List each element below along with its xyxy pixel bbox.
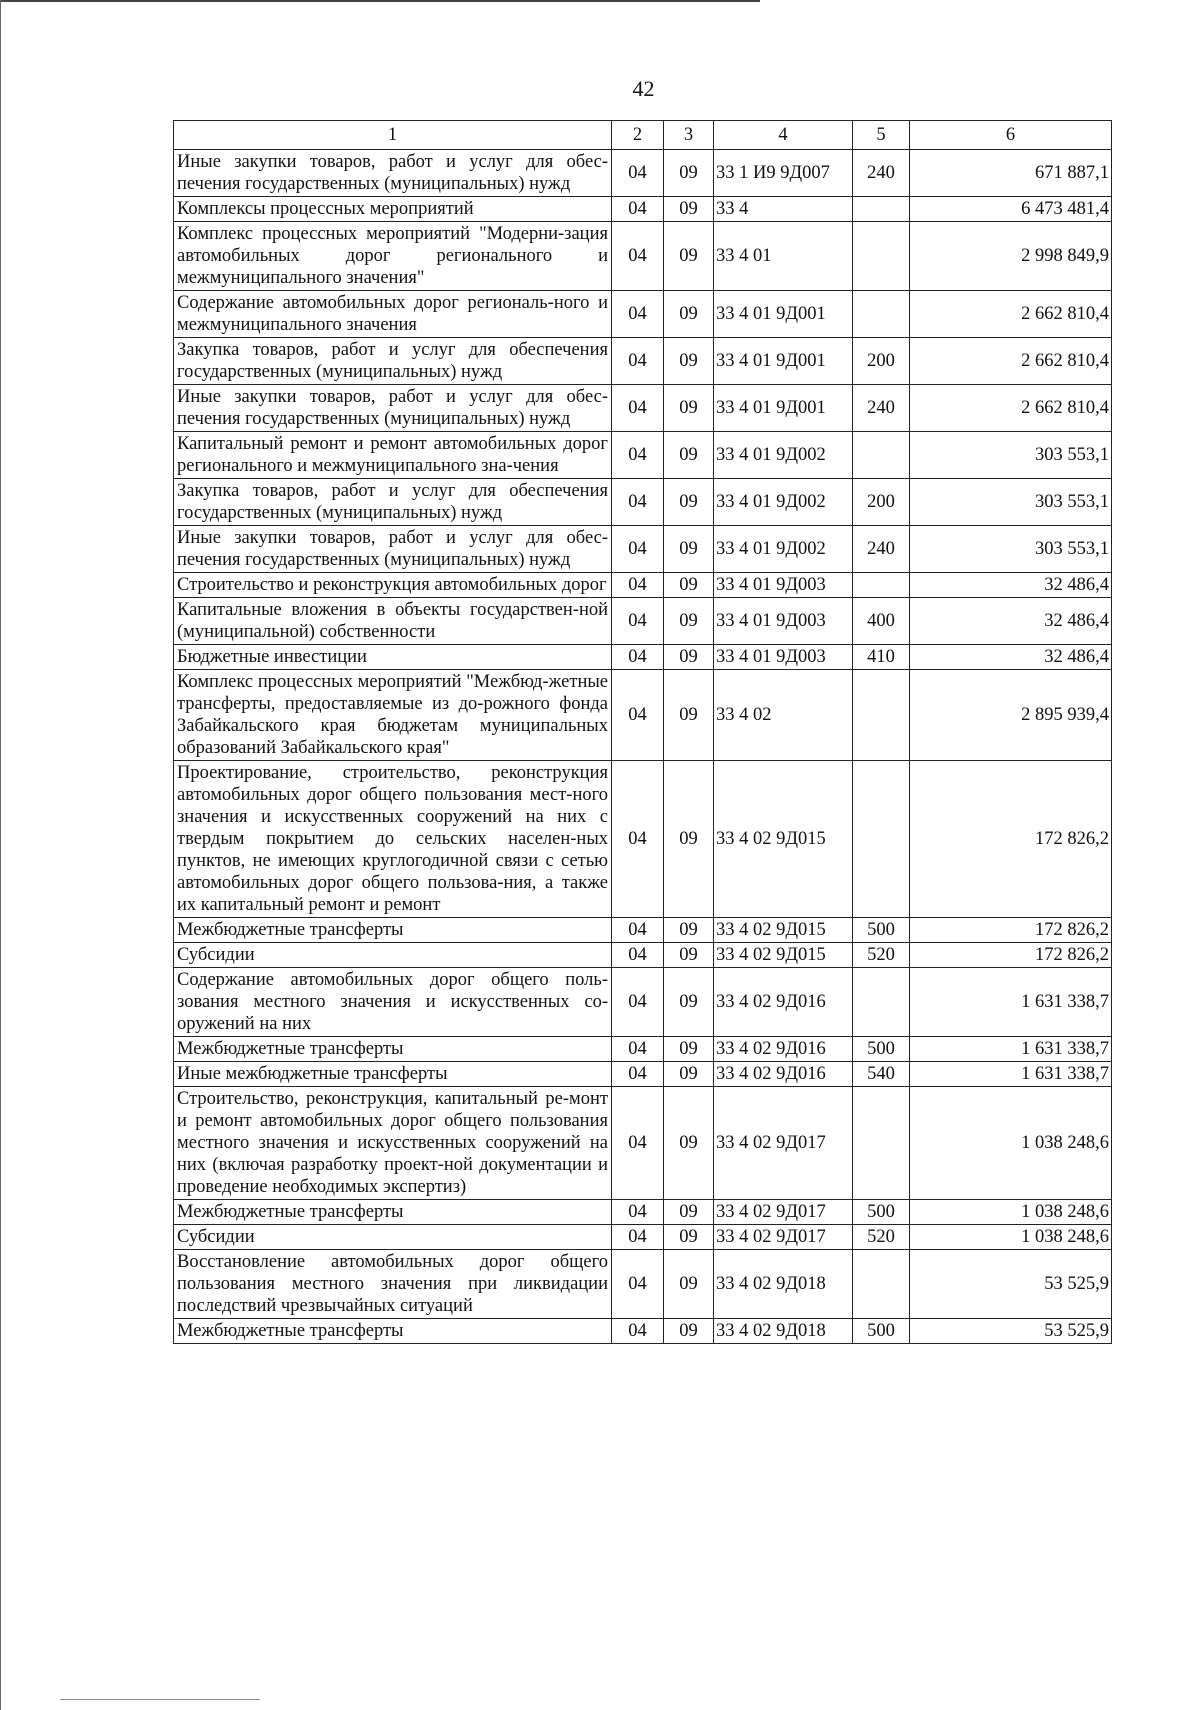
table-header (174, 121, 1112, 150)
item-name-cell: Комплексы процессных мероприятий (174, 197, 612, 222)
expense-type-cell: 400 (853, 598, 910, 645)
amount-cell: 2 895 939,4 (910, 670, 1112, 761)
table-row (174, 918, 1112, 943)
expense-type-cell: 240 (853, 526, 910, 573)
item-name-cell: Содержание автомобильных дорог общего поль-зования местного значения и искусственных со-оружений на них (174, 968, 612, 1037)
header-row (174, 121, 1112, 150)
header-cell: 5 (853, 121, 910, 150)
header-cell: 6 (910, 121, 1112, 150)
scan-edge-top (0, 0, 760, 2)
expense-type-cell (853, 1087, 910, 1200)
item-name-cell: Строительство и реконструкция автомобильных дорог (174, 573, 612, 598)
subsection-cell: 09 (664, 1250, 714, 1319)
table-row (174, 338, 1112, 385)
target-article-cell: 33 4 01 9Д002 (714, 479, 853, 526)
section-cell: 04 (612, 1200, 664, 1225)
header-cell: 3 (664, 121, 714, 150)
section-cell: 04 (612, 1037, 664, 1062)
item-name-cell: Комплекс процессных мероприятий "Межбюд-жетные трансферты, предоставляемые из до-рожного фонда Забайкальского края бюджетам муниципальных образований Забайкальского края" (174, 670, 612, 761)
expense-type-cell (853, 291, 910, 338)
target-article-cell: 33 4 02 (714, 670, 853, 761)
subsection-cell: 09 (664, 761, 714, 918)
amount-cell: 172 826,2 (910, 918, 1112, 943)
table-row (174, 1319, 1112, 1344)
expense-type-cell: 540 (853, 1062, 910, 1087)
table-row (174, 1087, 1112, 1200)
target-article-cell: 33 4 01 9Д001 (714, 338, 853, 385)
section-cell: 04 (612, 1062, 664, 1087)
section-cell: 04 (612, 1319, 664, 1344)
target-article-cell: 33 1 И9 9Д007 (714, 150, 853, 197)
subsection-cell: 09 (664, 479, 714, 526)
table-row (174, 150, 1112, 197)
section-cell: 04 (612, 918, 664, 943)
table-row (174, 432, 1112, 479)
item-name-cell: Субсидии (174, 1225, 612, 1250)
item-name-cell: Субсидии (174, 943, 612, 968)
amount-cell: 1 631 338,7 (910, 968, 1112, 1037)
item-name-cell: Проектирование, строительство, реконструкция автомобильных дорог общего пользования мест-ного значения и искусственных сооружений на них с твердым покрытием до сельских населен-ных пунктов, не имеющих круглогодичной связи с сетью автомобильных дорог общего пользова-ния, а также их капитальный ремонт и ремонт (174, 761, 612, 918)
table-row (174, 968, 1112, 1037)
section-cell: 04 (612, 1225, 664, 1250)
section-cell: 04 (612, 598, 664, 645)
amount-cell: 172 826,2 (910, 943, 1112, 968)
amount-cell: 1 038 248,6 (910, 1200, 1112, 1225)
section-cell: 04 (612, 1250, 664, 1319)
subsection-cell: 09 (664, 385, 714, 432)
target-article-cell: 33 4 01 9Д002 (714, 526, 853, 573)
table-row (174, 291, 1112, 338)
target-article-cell: 33 4 01 9Д003 (714, 645, 853, 670)
amount-cell: 2 662 810,4 (910, 385, 1112, 432)
subsection-cell: 09 (664, 573, 714, 598)
subsection-cell: 09 (664, 645, 714, 670)
item-name-cell: Иные закупки товаров, работ и услуг для обес-печения государственных (муниципальных) нужд (174, 150, 612, 197)
section-cell: 04 (612, 968, 664, 1037)
section-cell: 04 (612, 150, 664, 197)
amount-cell: 32 486,4 (910, 573, 1112, 598)
item-name-cell: Иные межбюджетные трансферты (174, 1062, 612, 1087)
section-cell: 04 (612, 479, 664, 526)
item-name-cell: Иные закупки товаров, работ и услуг для обес-печения государственных (муниципальных) нужд (174, 385, 612, 432)
item-name-cell: Восстановление автомобильных дорог общего пользования местного значения при ликвидации последствий чрезвычайных ситуаций (174, 1250, 612, 1319)
table-row (174, 598, 1112, 645)
table-row (174, 1037, 1112, 1062)
target-article-cell: 33 4 01 9Д002 (714, 432, 853, 479)
item-name-cell: Межбюджетные трансферты (174, 918, 612, 943)
subsection-cell: 09 (664, 1087, 714, 1200)
expense-type-cell: 500 (853, 1037, 910, 1062)
table-row (174, 222, 1112, 291)
section-cell: 04 (612, 573, 664, 598)
expense-type-cell: 520 (853, 1225, 910, 1250)
item-name-cell: Содержание автомобильных дорог региональ-ного и межмуниципального значения (174, 291, 612, 338)
section-cell: 04 (612, 197, 664, 222)
target-article-cell: 33 4 01 9Д001 (714, 385, 853, 432)
section-cell: 04 (612, 222, 664, 291)
target-article-cell: 33 4 02 9Д017 (714, 1200, 853, 1225)
item-name-cell: Строительство, реконструкция, капитальный ре-монт и ремонт автомобильных дорог общего пользования местного значения и искусственных сооружений на них (включая разработку проект-ной документации и проведение необходимых экспертиз) (174, 1087, 612, 1200)
target-article-cell: 33 4 01 (714, 222, 853, 291)
amount-cell: 1 631 338,7 (910, 1037, 1112, 1062)
budget-table (173, 120, 1112, 1344)
scan-edge-left (0, 0, 1, 1710)
section-cell: 04 (612, 432, 664, 479)
amount-cell: 303 553,1 (910, 432, 1112, 479)
header-cell: 1 (174, 121, 612, 150)
subsection-cell: 09 (664, 1200, 714, 1225)
subsection-cell: 09 (664, 291, 714, 338)
table-row (174, 761, 1112, 918)
target-article-cell: 33 4 02 9Д016 (714, 1037, 853, 1062)
table-row (174, 645, 1112, 670)
subsection-cell: 09 (664, 1062, 714, 1087)
table-row (174, 526, 1112, 573)
amount-cell: 53 525,9 (910, 1250, 1112, 1319)
item-name-cell: Комплекс процессных мероприятий "Модерни-зация автомобильных дорог регионального и межмуниципального значения" (174, 222, 612, 291)
expense-type-cell (853, 1250, 910, 1319)
expense-type-cell (853, 222, 910, 291)
target-article-cell: 33 4 02 9Д018 (714, 1319, 853, 1344)
amount-cell: 671 887,1 (910, 150, 1112, 197)
subsection-cell: 09 (664, 526, 714, 573)
expense-type-cell: 240 (853, 385, 910, 432)
amount-cell: 53 525,9 (910, 1319, 1112, 1344)
table-row (174, 1250, 1112, 1319)
expense-type-cell (853, 197, 910, 222)
item-name-cell: Иные закупки товаров, работ и услуг для обес-печения государственных (муниципальных) нужд (174, 526, 612, 573)
subsection-cell: 09 (664, 1319, 714, 1344)
table-row (174, 197, 1112, 222)
subsection-cell: 09 (664, 943, 714, 968)
amount-cell: 172 826,2 (910, 761, 1112, 918)
table-body (174, 150, 1112, 1344)
subsection-cell: 09 (664, 918, 714, 943)
section-cell: 04 (612, 670, 664, 761)
amount-cell: 1 631 338,7 (910, 1062, 1112, 1087)
item-name-cell: Закупка товаров, работ и услуг для обеспечения государственных (муниципальных) нужд (174, 479, 612, 526)
expense-type-cell (853, 670, 910, 761)
section-cell: 04 (612, 526, 664, 573)
page-number: 42 (632, 76, 655, 101)
amount-cell: 1 038 248,6 (910, 1225, 1112, 1250)
target-article-cell: 33 4 01 9Д003 (714, 573, 853, 598)
table-row (174, 385, 1112, 432)
amount-cell: 303 553,1 (910, 479, 1112, 526)
header-cell: 2 (612, 121, 664, 150)
target-article-cell: 33 4 02 9Д017 (714, 1087, 853, 1200)
expense-type-cell: 520 (853, 943, 910, 968)
target-article-cell: 33 4 02 9Д015 (714, 918, 853, 943)
expense-type-cell (853, 573, 910, 598)
table-row (174, 670, 1112, 761)
item-name-cell: Межбюджетные трансферты (174, 1319, 612, 1344)
expense-type-cell: 410 (853, 645, 910, 670)
target-article-cell: 33 4 02 9Д016 (714, 968, 853, 1037)
subsection-cell: 09 (664, 670, 714, 761)
item-name-cell: Капитальные вложения в объекты государствен-ной (муниципальной) собственности (174, 598, 612, 645)
target-article-cell: 33 4 01 9Д001 (714, 291, 853, 338)
expense-type-cell: 500 (853, 1319, 910, 1344)
target-article-cell: 33 4 02 9Д015 (714, 943, 853, 968)
target-article-cell: 33 4 (714, 197, 853, 222)
expense-type-cell (853, 968, 910, 1037)
table-row (174, 1200, 1112, 1225)
item-name-cell: Бюджетные инвестиции (174, 645, 612, 670)
item-name-cell: Закупка товаров, работ и услуг для обеспечения государственных (муниципальных) нужд (174, 338, 612, 385)
section-cell: 04 (612, 645, 664, 670)
section-cell: 04 (612, 291, 664, 338)
subsection-cell: 09 (664, 432, 714, 479)
item-name-cell: Капитальный ремонт и ремонт автомобильных дорог регионального и межмуниципального зна-чения (174, 432, 612, 479)
expense-type-cell: 500 (853, 918, 910, 943)
section-cell: 04 (612, 385, 664, 432)
amount-cell: 2 662 810,4 (910, 338, 1112, 385)
table-row (174, 1225, 1112, 1250)
table-row (174, 573, 1112, 598)
section-cell: 04 (612, 943, 664, 968)
amount-cell: 32 486,4 (910, 645, 1112, 670)
target-article-cell: 33 4 02 9Д016 (714, 1062, 853, 1087)
subsection-cell: 09 (664, 197, 714, 222)
scan-edge-bottom (60, 1699, 260, 1700)
table-row (174, 943, 1112, 968)
subsection-cell: 09 (664, 968, 714, 1037)
section-cell: 04 (612, 761, 664, 918)
expense-type-cell: 500 (853, 1200, 910, 1225)
section-cell: 04 (612, 338, 664, 385)
subsection-cell: 09 (664, 338, 714, 385)
item-name-cell: Межбюджетные трансферты (174, 1037, 612, 1062)
target-article-cell: 33 4 02 9Д015 (714, 761, 853, 918)
subsection-cell: 09 (664, 1037, 714, 1062)
subsection-cell: 09 (664, 598, 714, 645)
expense-type-cell: 200 (853, 338, 910, 385)
amount-cell: 2 662 810,4 (910, 291, 1112, 338)
amount-cell: 32 486,4 (910, 598, 1112, 645)
subsection-cell: 09 (664, 222, 714, 291)
amount-cell: 1 038 248,6 (910, 1087, 1112, 1200)
amount-cell: 6 473 481,4 (910, 197, 1112, 222)
header-cell: 4 (714, 121, 853, 150)
expense-type-cell (853, 432, 910, 479)
target-article-cell: 33 4 01 9Д003 (714, 598, 853, 645)
item-name-cell: Межбюджетные трансферты (174, 1200, 612, 1225)
section-cell: 04 (612, 1087, 664, 1200)
expense-type-cell (853, 761, 910, 918)
subsection-cell: 09 (664, 1225, 714, 1250)
amount-cell: 303 553,1 (910, 526, 1112, 573)
expense-type-cell: 240 (853, 150, 910, 197)
expense-type-cell: 200 (853, 479, 910, 526)
target-article-cell: 33 4 02 9Д017 (714, 1225, 853, 1250)
table-row (174, 1062, 1112, 1087)
amount-cell: 2 998 849,9 (910, 222, 1112, 291)
subsection-cell: 09 (664, 150, 714, 197)
target-article-cell: 33 4 02 9Д018 (714, 1250, 853, 1319)
table-row (174, 479, 1112, 526)
